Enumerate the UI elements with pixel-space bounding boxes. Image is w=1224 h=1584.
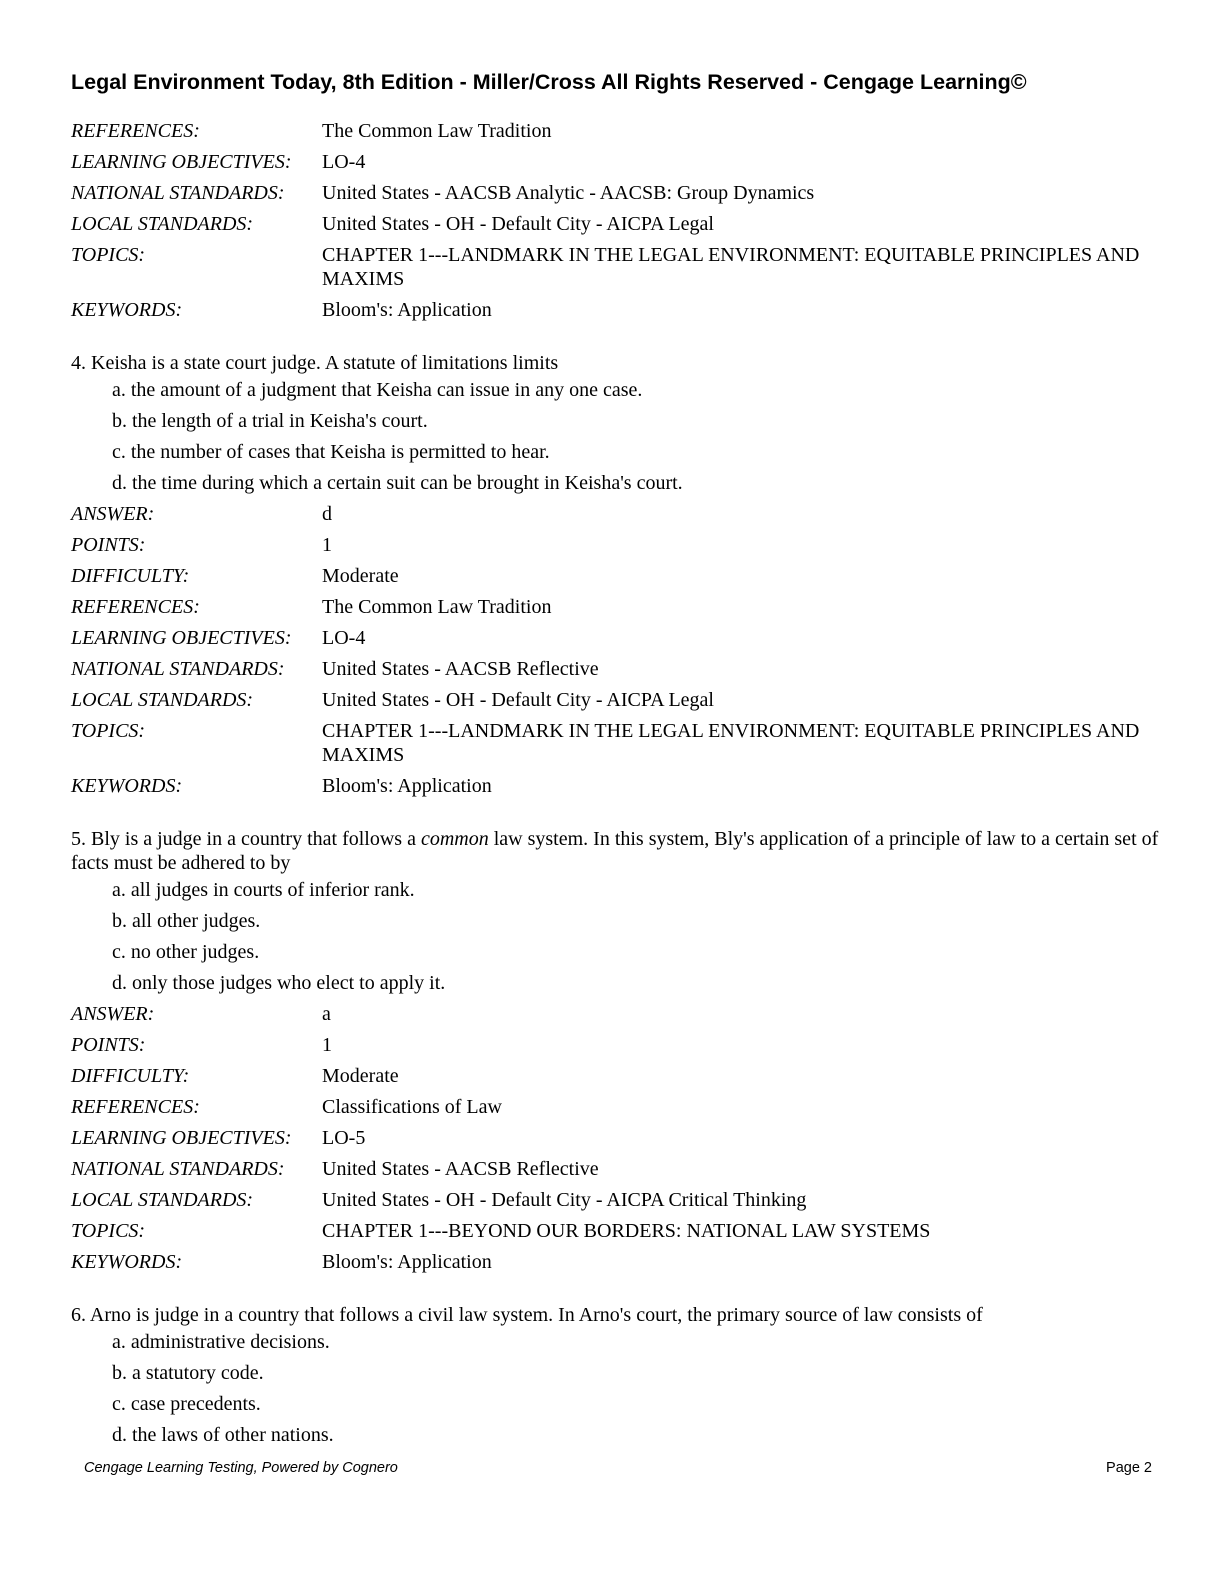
meta-label: KEYWORDS: — [71, 1251, 183, 1273]
meta-label: TOPICS: — [71, 244, 146, 266]
meta-row — [71, 688, 1161, 712]
meta-row — [71, 719, 1161, 767]
meta-value: a — [322, 1003, 331, 1025]
page-footer — [84, 1460, 1152, 1476]
meta-value: CHAPTER 1---LANDMARK IN THE LEGAL ENVIRONMENT: EQUITABLE PRINCIPLES AND MAXIMS — [322, 244, 1140, 290]
meta-value: The Common Law Tradition — [322, 596, 552, 618]
answer-option: d. the time during which a certain suit can be brought in Keisha's court. — [112, 472, 683, 494]
question-4 — [71, 351, 1161, 798]
meta-value: The Common Law Tradition — [322, 120, 552, 142]
answer-option: a. all judges in courts of inferior rank. — [112, 879, 415, 901]
stem-emphasis: common — [420, 828, 489, 850]
meta-label: REFERENCES: — [71, 120, 200, 142]
meta-row — [71, 1219, 1161, 1243]
meta-label: REFERENCES: — [71, 596, 200, 618]
footer-credit: Cengage Learning Testing, Powered by Cognero — [84, 1460, 398, 1476]
meta-row — [71, 533, 1161, 557]
meta-row — [71, 564, 1161, 588]
answer-option: c. the number of cases that Keisha is permitted to hear. — [112, 441, 550, 463]
question-6 — [71, 1303, 1161, 1447]
meta-row — [71, 502, 1161, 526]
answer-option: d. the laws of other nations. — [112, 1424, 334, 1446]
meta-value: United States - AACSB Analytic - AACSB: Group Dynamics — [322, 182, 815, 204]
meta-label: LEARNING OBJECTIVES: — [71, 1127, 292, 1149]
meta-row — [71, 774, 1161, 798]
meta-value: Moderate — [322, 1065, 399, 1087]
metadata-block — [71, 119, 1161, 322]
meta-value: LO-4 — [322, 627, 366, 649]
meta-row — [71, 1188, 1161, 1212]
meta-label: LEARNING OBJECTIVES: — [71, 627, 292, 649]
meta-value: Bloom's: Application — [322, 1251, 492, 1273]
meta-value: CHAPTER 1---LANDMARK IN THE LEGAL ENVIRONMENT: EQUITABLE PRINCIPLES AND MAXIMS — [322, 720, 1140, 766]
meta-row — [71, 212, 1161, 236]
meta-value: 1 — [322, 534, 332, 556]
meta-value: LO-4 — [322, 151, 366, 173]
stem-text: 5. Bly is a judge in a country that follows a — [71, 828, 421, 850]
meta-label: LOCAL STANDARDS: — [71, 1189, 254, 1211]
meta-value: Classifications of Law — [322, 1096, 502, 1118]
meta-value: United States - AACSB Reflective — [322, 1158, 599, 1180]
meta-row — [71, 657, 1161, 681]
meta-value: Bloom's: Application — [322, 775, 492, 797]
meta-row — [71, 1250, 1161, 1274]
meta-label: POINTS: — [71, 1034, 146, 1056]
meta-row — [71, 626, 1161, 650]
answer-option: a. administrative decisions. — [112, 1331, 330, 1353]
meta-label: KEYWORDS: — [71, 299, 183, 321]
meta-row — [71, 1002, 1161, 1026]
meta-label: KEYWORDS: — [71, 775, 183, 797]
meta-label: DIFFICULTY: — [71, 565, 190, 587]
answer-option: d. only those judges who elect to apply it. — [112, 972, 446, 994]
question-stem: 6. Arno is judge in a country that follows a civil law system. In Arno's court, the primary source of law consists of — [71, 1304, 983, 1326]
page-header: Legal Environment Today, 8th Edition - Miller/Cross All Rights Reserved - Cengage Learning© — [71, 70, 1027, 94]
page-number: Page 2 — [1106, 1460, 1152, 1476]
question-5 — [71, 827, 1161, 1274]
meta-value: United States - AACSB Reflective — [322, 658, 599, 680]
meta-row — [71, 1064, 1161, 1088]
meta-label: DIFFICULTY: — [71, 1065, 190, 1087]
meta-label: LOCAL STANDARDS: — [71, 689, 254, 711]
meta-row — [71, 1095, 1161, 1119]
answer-option: b. all other judges. — [112, 910, 261, 932]
meta-row — [71, 298, 1161, 322]
meta-row — [71, 150, 1161, 174]
meta-value: 1 — [322, 1034, 332, 1056]
answer-option: b. the length of a trial in Keisha's court. — [112, 410, 428, 432]
meta-value: Moderate — [322, 565, 399, 587]
meta-row — [71, 595, 1161, 619]
meta-row — [71, 243, 1161, 291]
meta-value: Bloom's: Application — [322, 299, 492, 321]
meta-label: REFERENCES: — [71, 1096, 200, 1118]
question-stem — [71, 827, 1161, 875]
answer-option: c. no other judges. — [112, 941, 260, 963]
meta-row — [71, 119, 1161, 143]
meta-label: NATIONAL STANDARDS: — [71, 182, 285, 204]
meta-row — [71, 181, 1161, 205]
page-content — [71, 119, 1161, 1454]
meta-value: United States - OH - Default City - AICPA Legal — [322, 689, 714, 711]
meta-label: POINTS: — [71, 534, 146, 556]
meta-label: TOPICS: — [71, 1220, 146, 1242]
meta-value: United States - OH - Default City - AICPA Critical Thinking — [322, 1189, 807, 1211]
meta-label: ANSWER: — [71, 503, 155, 525]
meta-value: CHAPTER 1---BEYOND OUR BORDERS: NATIONAL LAW SYSTEMS — [322, 1220, 931, 1242]
meta-value: LO-5 — [322, 1127, 366, 1149]
answer-option: b. a statutory code. — [112, 1362, 264, 1384]
meta-value: d — [322, 503, 332, 525]
meta-label: LOCAL STANDARDS: — [71, 213, 254, 235]
stem-text: law system. In this system, Bly's application of a principle of law to a certain set of facts must be adhered to by — [71, 828, 1159, 874]
meta-row — [71, 1157, 1161, 1181]
question-stem: 4. Keisha is a state court judge. A statute of limitations limits — [71, 352, 559, 374]
meta-label: TOPICS: — [71, 720, 146, 742]
meta-row — [71, 1126, 1161, 1150]
answer-option: a. the amount of a judgment that Keisha can issue in any one case. — [112, 379, 643, 401]
meta-label: LEARNING OBJECTIVES: — [71, 151, 292, 173]
meta-value: United States - OH - Default City - AICPA Legal — [322, 213, 714, 235]
meta-label: NATIONAL STANDARDS: — [71, 658, 285, 680]
answer-option: c. case precedents. — [112, 1393, 261, 1415]
meta-label: NATIONAL STANDARDS: — [71, 1158, 285, 1180]
meta-label: ANSWER: — [71, 1003, 155, 1025]
meta-row — [71, 1033, 1161, 1057]
